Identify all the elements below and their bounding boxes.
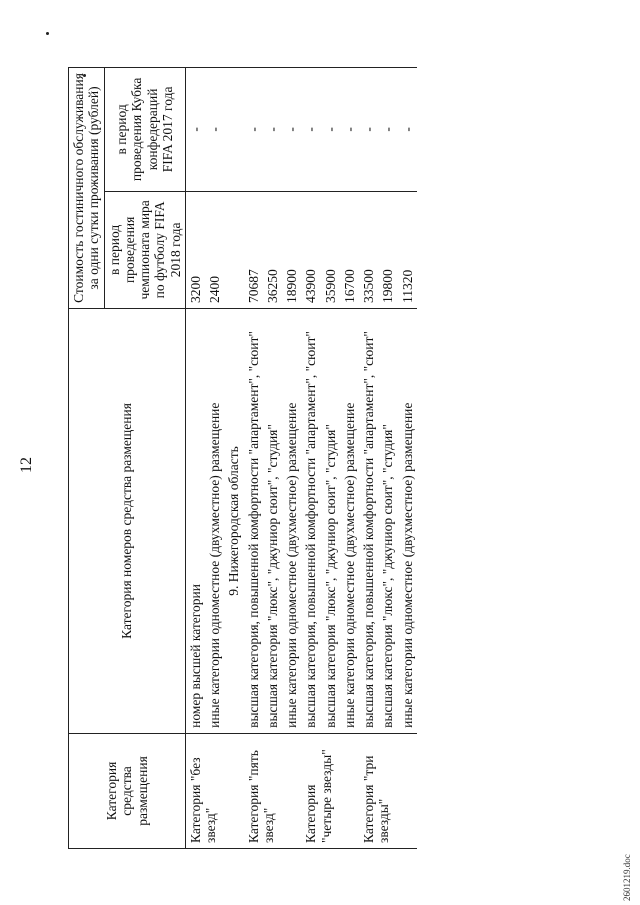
value-2018: 3200 (185, 191, 205, 308)
table-row (244, 68, 263, 849)
region-title: 9. Нижегородская область (224, 308, 243, 733)
room-cell: высшая категория, повышенной комфортности "апартамент", "сюит" (359, 308, 378, 733)
table-row (282, 68, 301, 849)
category-cell: Категория "четыре звезды" (301, 733, 359, 848)
value-2018: 36250 (263, 191, 282, 308)
value-2017: - (359, 68, 378, 192)
table-row (301, 68, 320, 849)
room-cell: высшая категория "люкс", "джуниор сюит", "студия" (263, 308, 282, 733)
value-2018: 33500 (359, 191, 378, 308)
room-cell: высшая категория "люкс", "джуниор сюит", "студия" (321, 308, 340, 733)
category-cell: Категория "три звезды" (359, 733, 417, 848)
room-cell: иные категории одноместное (двухместное) размещение (340, 308, 359, 733)
region-row (224, 68, 243, 849)
room-cell: высшая категория "люкс", "джуниор сюит", "студия" (378, 308, 397, 733)
value-2017: - (321, 68, 340, 192)
value-2017: - (398, 68, 417, 192)
value-2018: 70687 (244, 191, 263, 308)
value-2017: - (244, 68, 263, 192)
header-room-category: Категория номеров средства размещения (69, 308, 186, 733)
page-number: 12 (18, 457, 35, 473)
value-2018: 35900 (321, 191, 340, 308)
header-cost: Стоимость гостиничного обслуживания за одни сутки проживания (рублей) (69, 68, 105, 309)
hotel-price-table (68, 67, 417, 849)
table-row (378, 68, 397, 849)
value-2018: 2400 (205, 191, 224, 308)
scan-mark (46, 32, 49, 35)
table-row (263, 68, 282, 849)
value-2018: 18900 (282, 191, 301, 308)
category-cell: Категория "пять звезд" (244, 733, 302, 848)
table-row (205, 68, 224, 849)
table-row (359, 68, 378, 849)
category-cell: Категория "без звезд" (185, 733, 224, 848)
value-2017: - (301, 68, 320, 192)
value-2017: - (205, 68, 224, 192)
room-cell: высшая категория, повышенной комфортности "апартамент", "сюит" (244, 308, 263, 733)
room-cell: иные категории одноместное (двухместное) размещение (282, 308, 301, 733)
value-2017: - (185, 68, 205, 192)
value-2018: 19800 (378, 191, 397, 308)
table-row (321, 68, 340, 849)
table-row (398, 68, 417, 849)
header-period-2017: в период проведения Кубка конфедераций FIFA 2017 года (104, 68, 185, 192)
value-2017: - (340, 68, 359, 192)
value-2017: - (378, 68, 397, 192)
table-row (185, 68, 205, 849)
room-cell: высшая категория, повышенной комфортности "апартамент", "сюит" (301, 308, 320, 733)
header-period-2018: в период проведения чемпионата мира по футболу FIFA 2018 года (104, 191, 185, 308)
value-2018: 16700 (340, 191, 359, 308)
value-2017: - (263, 68, 282, 192)
header-category: Категория средства размещения (69, 733, 186, 848)
value-2018: 43900 (301, 191, 320, 308)
table-row (340, 68, 359, 849)
room-cell: иные категории одноместное (двухместное) размещение (398, 308, 417, 733)
value-2018: 11320 (398, 191, 417, 308)
room-cell: номер высшей категории (185, 308, 205, 733)
value-2017: - (282, 68, 301, 192)
file-name: 2601219.doc (622, 854, 632, 901)
room-cell: иные категории одноместное (двухместное) размещение (205, 308, 224, 733)
